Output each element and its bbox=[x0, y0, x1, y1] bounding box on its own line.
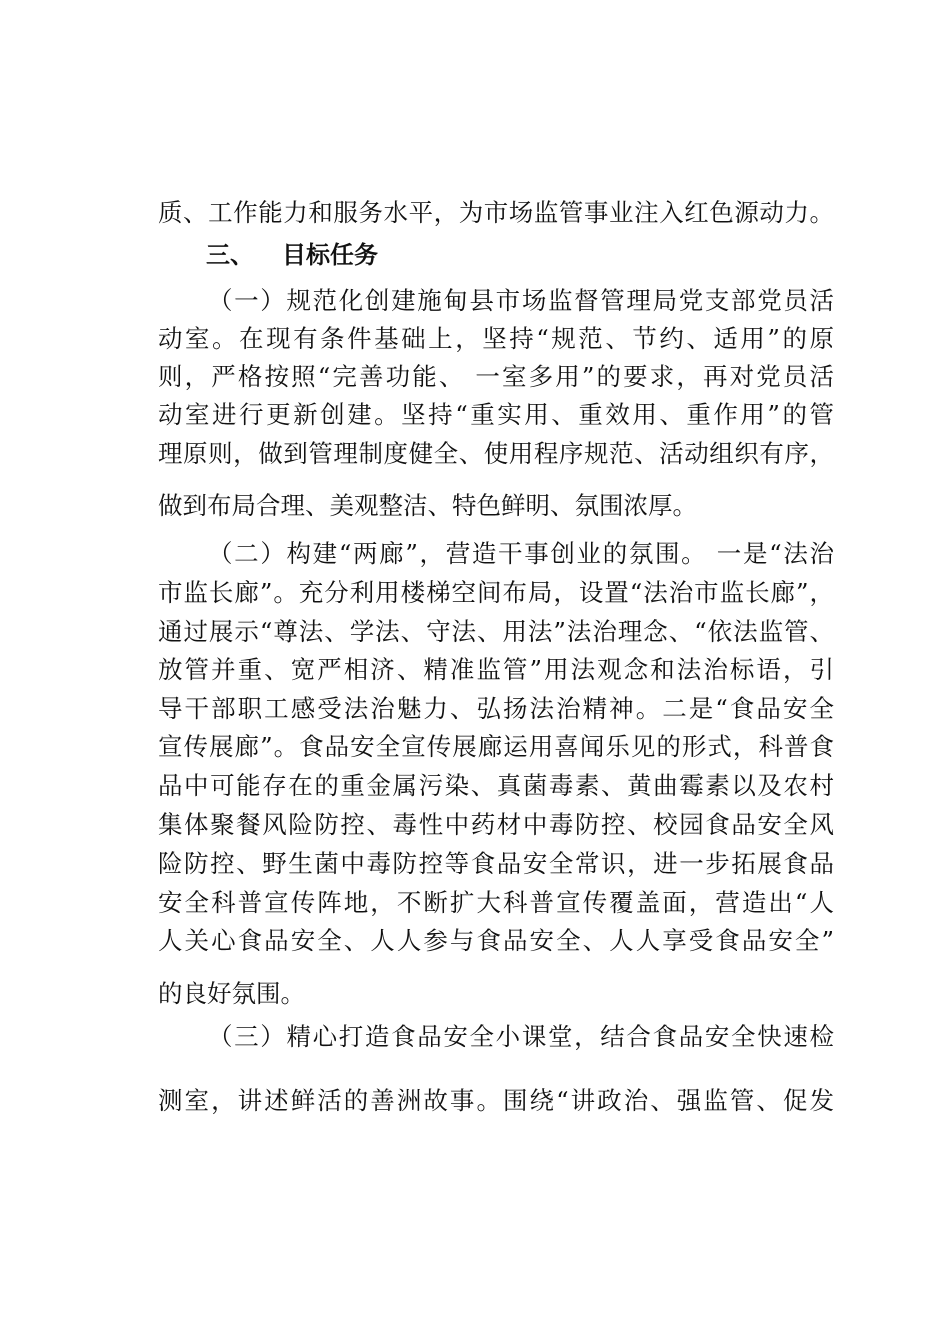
paragraph-line: 导干部职工感受法治魅力、弘扬法治精神。二是“食品安全 bbox=[158, 694, 834, 723]
paragraph-line: 市监长廊”。充分利用楼梯空间布局，设置“法治市监长廊”， bbox=[158, 578, 834, 607]
section-title: 目标任务 bbox=[282, 241, 378, 269]
paragraph-line: 则，严格按照“完善功能、 一室多用”的要求，再对党员活 bbox=[158, 362, 834, 391]
paragraph-line: 品中可能存在的重金属污染、真菌毒素、黄曲霉素以及农村 bbox=[158, 771, 834, 800]
paragraph-line: 险防控、野生菌中毒防控等食品安全常识，进一步拓展食品 bbox=[158, 849, 834, 878]
paragraph-line: （二）构建“两廊”，营造干事创业的氛围。 一是“法治 bbox=[208, 539, 834, 568]
paragraph-line: 放管并重、宽严相济、精准监管”用法观念和法治标语，引 bbox=[158, 655, 834, 684]
paragraph-line: 动室进行更新创建。坚持“重实用、重效用、重作用”的管 bbox=[158, 400, 834, 429]
paragraph-line: 的良好氛围。 bbox=[158, 979, 305, 1008]
paragraph-line: 安全科普宣传阵地，不断扩大科普宣传覆盖面，营造出“人 bbox=[158, 888, 834, 917]
paragraph-line: 通过展示“尊法、学法、守法、用法”法治理念、“依法监管、 bbox=[158, 617, 834, 646]
paragraph-line: 理原则，做到管理制度健全、使用程序规范、活动组织有序， bbox=[158, 439, 834, 468]
paragraph-line: 人关心食品安全、人人参与食品安全、人人享受食品安全” bbox=[158, 926, 834, 955]
paragraph-line: 做到布局合理、美观整洁、特色鲜明、氛围浓厚。 bbox=[158, 491, 697, 520]
paragraph-line: （一）规范化创建施甸县市场监督管理局党支部党员活 bbox=[208, 286, 834, 315]
paragraph-line: 动室。在现有条件基础上，坚持“规范、节约、适用”的原 bbox=[158, 324, 834, 353]
paragraph-line: 宣传展廊”。食品安全宣传展廊运用喜闻乐见的形式，科普食 bbox=[158, 732, 834, 761]
paragraph-line: 集体聚餐风险防控、毒性中药材中毒防控、校园食品安全风 bbox=[158, 810, 834, 839]
section-number: 三、 bbox=[206, 241, 254, 269]
paragraph-line: （三）精心打造食品安全小课堂，结合食品安全快速检 bbox=[208, 1022, 834, 1051]
paragraph-line: 质、工作能力和服务水平，为市场监管事业注入红色源动力。 bbox=[158, 198, 834, 227]
section-heading bbox=[206, 240, 378, 270]
paragraph-line: 测室，讲述鲜活的善洲故事。围绕“讲政治、强监管、促发 bbox=[158, 1086, 834, 1115]
